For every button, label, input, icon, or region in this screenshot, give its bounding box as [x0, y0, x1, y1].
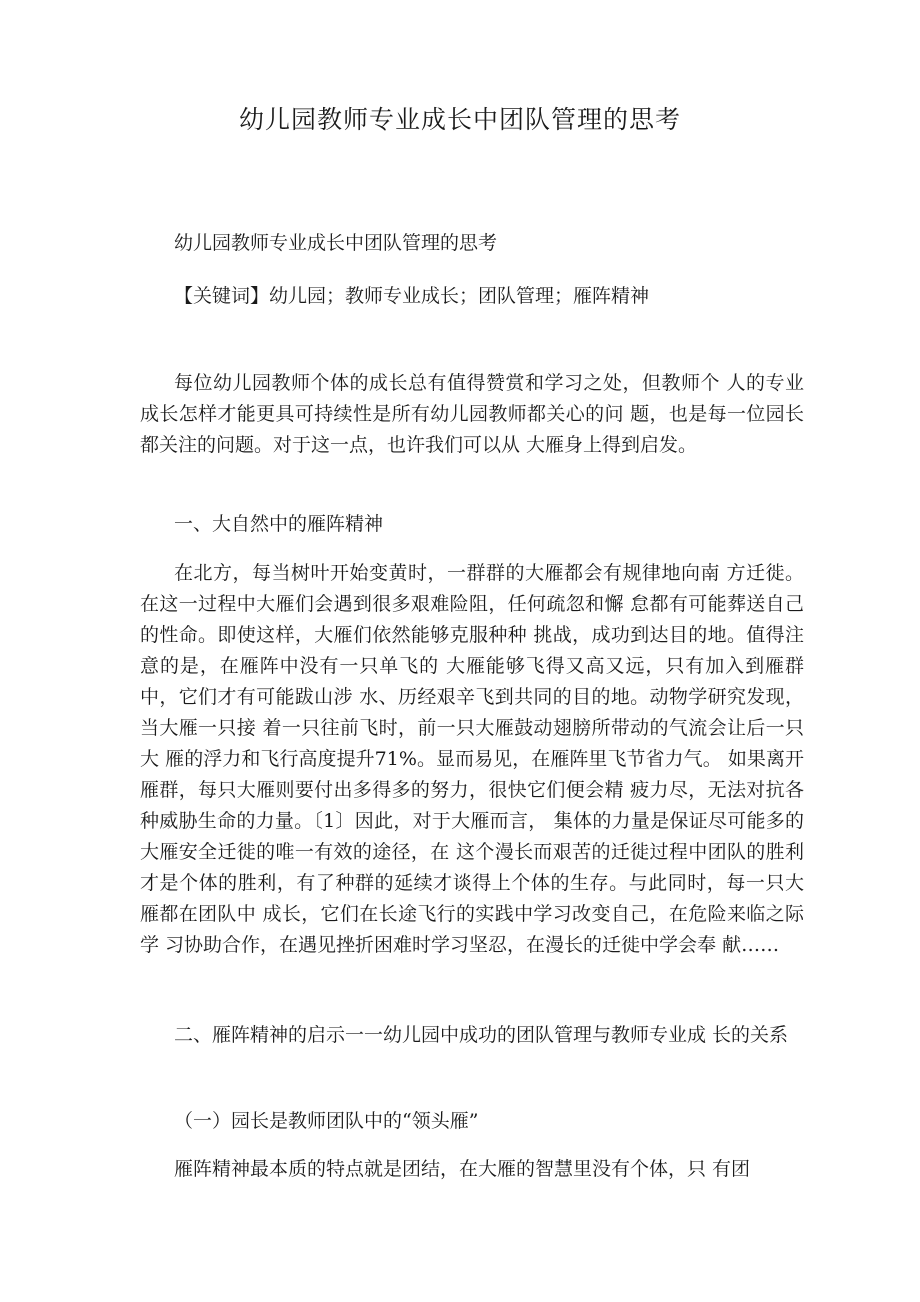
subsection-heading-1: （一）园长是教师团队中的“领头雁”: [174, 1110, 479, 1132]
paragraph-unity: 雁阵精神最本质的特点就是团结，在大雁的智慧里没有个体，只 有团: [174, 1158, 751, 1180]
keywords-line: 【关键词】幼儿园；教师专业成长；团队管理；雁阵精神: [174, 285, 650, 307]
section-heading-1: 一、大自然中的雁阵精神: [174, 513, 384, 535]
section-heading-2: 二、雁阵精神的启示一一幼儿园中成功的团队管理与教师专业成 长的关系: [174, 1024, 789, 1046]
paragraph-intro: 每位幼儿园教师个体的成长总有值得赞赏和学习之处，但教师个 人的专业成长怎样才能更具可持续性是所有幼儿园教师都关心的问 题，也是每一位园长都关注的问题。对于这一点，也许我们可以从 大雁身上得到启发。: [140, 372, 804, 456]
document-title: 幼儿园教师专业成长中团队管理的思考: [238, 105, 681, 134]
document-subtitle: 幼儿园教师专业成长中团队管理的思考: [174, 232, 498, 254]
paragraph-goose-formation: 在北方，每当树叶开始变黄时，一群群的大雁都会有规律地向南 方迁徙。在这一过程中大雁们会遇到很多艰难险阻，任何疏忽和懈 怠都有可能葬送自己的性命。即使这样，大雁们依然能够克服种种 挑战，成功到达目的地。值得注意的是，在雁阵中没有一只单飞的 大雁能够飞得又高又远，只有加入到雁群中，它们才有可能跋山涉 水、历经艰辛飞到共同的目的地。动物学研究发现，当大雁一只接 着一只往前飞时，前一只大雁鼓动翅膀所带动的气流会让后一只大 雁的浮力和飞行高度提升71%。显而易见，在雁阵里飞节省力气。 如果离开雁群，每只大雁则要付出多得多的努力，很快它们便会精 疲力尽，无法对抗各种威胁生命的力量。〔1〕因此，对于大雁而言， 集体的力量是保证尽可能多的大雁安全迁徙的唯一有效的途径，在 这个漫长而艰苦的迁徙过程中团队的胜利才是个体的胜利，有了种群的延续才谈得上个体的生存。与此同时，每一只大雁都在团队中 成长，它们在长途飞行的实践中学习改变自己，在危险来临之际学 习协助合作，在遇见挫折困难时学习坚忍，在漫长的迁徙中学会奉 献……: [140, 562, 804, 956]
